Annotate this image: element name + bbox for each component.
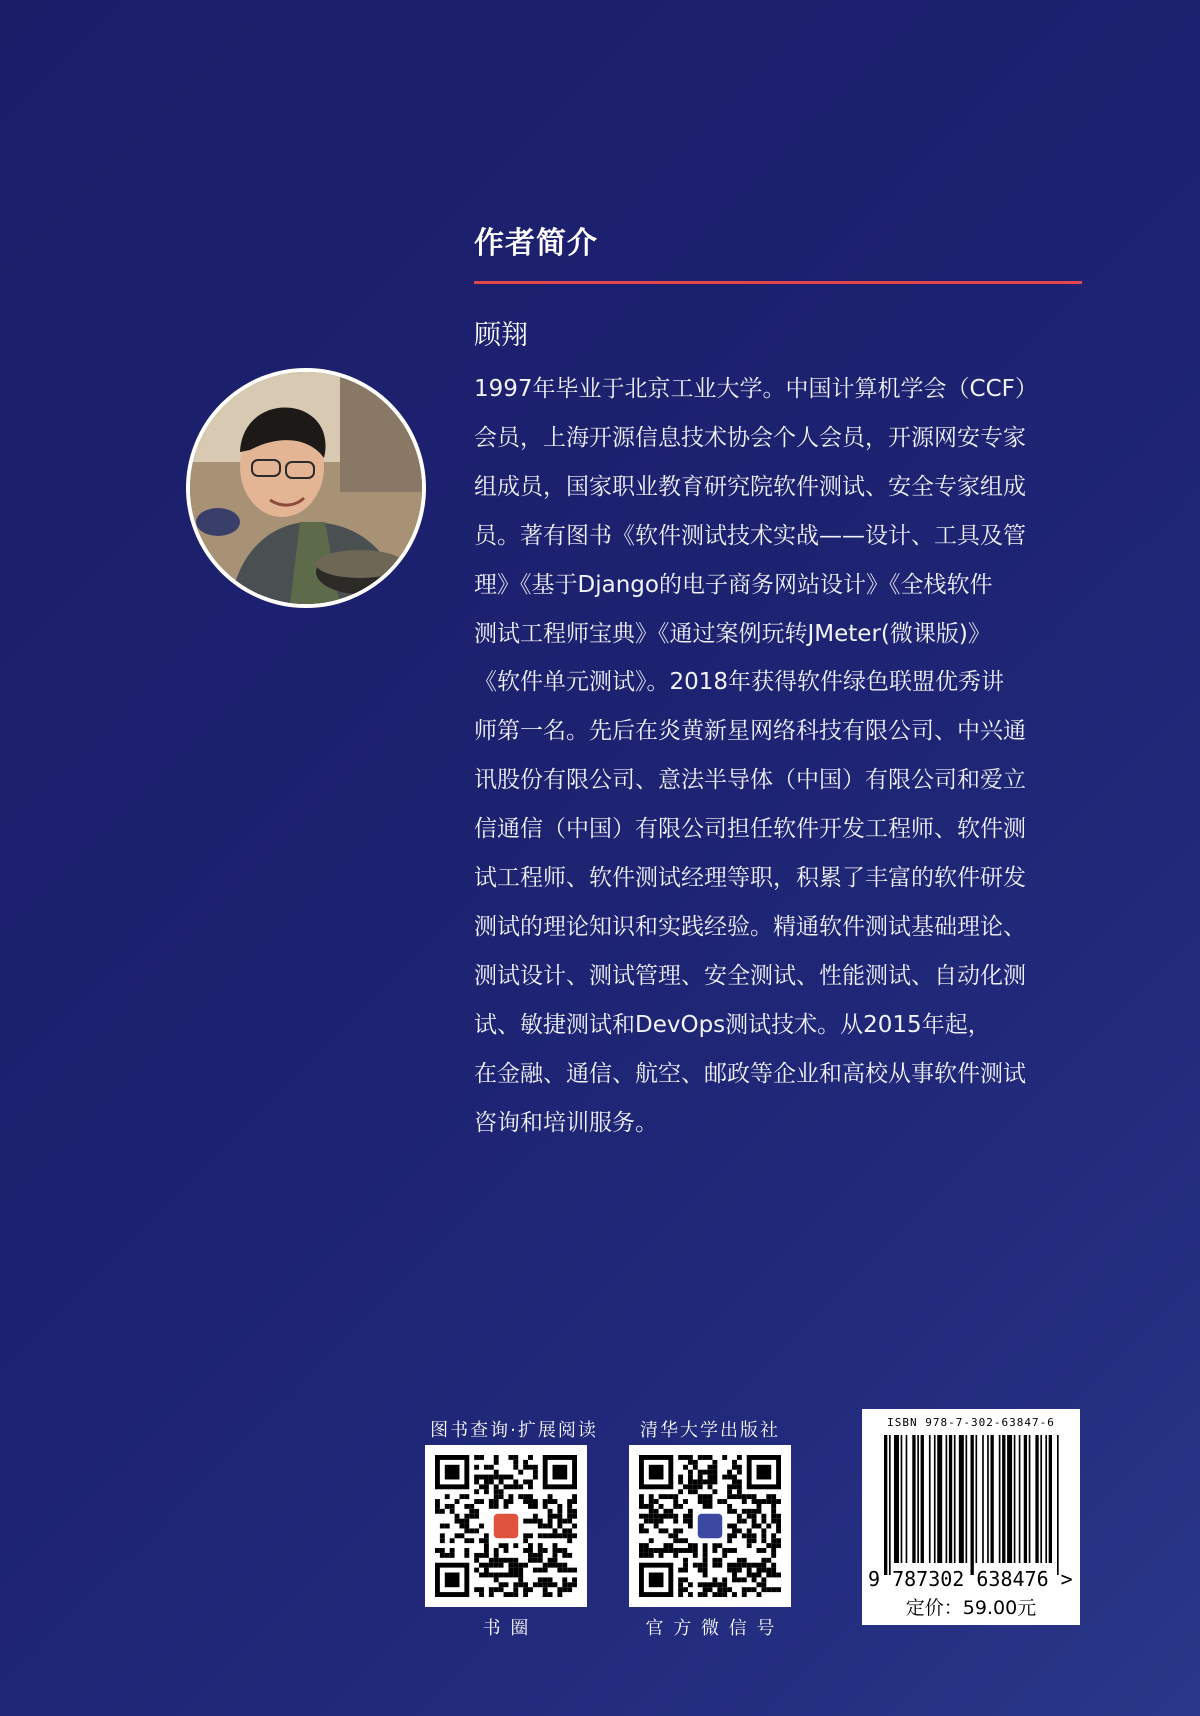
qr-label-official-wechat: 官 方 微 信 号 bbox=[645, 1618, 777, 1639]
bio-line: 测试工程师宝典》《通过案例玩转JMeter(微课版)》 bbox=[474, 620, 991, 647]
qr-label-shuquan: 书 圈 bbox=[482, 1618, 531, 1639]
qr-code-icon bbox=[639, 1455, 781, 1597]
author-portrait-image bbox=[190, 372, 422, 604]
author-photo bbox=[186, 368, 426, 608]
bio-line: 组成员，国家职业教育研究院软件测试、安全专家组成 bbox=[474, 473, 1026, 500]
isbn-digits: 9 787302 638476 > bbox=[868, 1567, 1073, 1591]
barcode-icon bbox=[884, 1435, 1062, 1575]
bio-line: 《软件单元测试》。2018年获得软件绿色联盟优秀讲 bbox=[474, 669, 1005, 696]
bio-line: 咨询和培训服务。 bbox=[474, 1109, 658, 1136]
qr-code-book-circle[interactable] bbox=[425, 1445, 587, 1607]
bio-line: 在金融、通信、航空、邮政等企业和高校从事软件测试 bbox=[474, 1060, 1026, 1087]
price-label: 定价：59.00元 bbox=[905, 1597, 1037, 1619]
qr-label-book-lookup: 图书查询·扩展阅读 bbox=[430, 1420, 598, 1441]
bio-line: 1997年毕业于北京工业大学。中国计算机学会（CCF） bbox=[474, 376, 1038, 402]
bio-line: 理》《基于Django的电子商务网站设计》《全栈软件 bbox=[474, 571, 993, 598]
bio-line: 试工程师、软件测试经理等职，积累了丰富的软件研发 bbox=[474, 865, 1026, 892]
author-name: 顾翔 bbox=[474, 320, 528, 351]
bio-line: 试、敏捷测试和DevOps测试技术。从2015年起， bbox=[474, 1011, 991, 1038]
bio-line: 测试设计、测试管理、安全测试、性能测试、自动化测 bbox=[474, 962, 1026, 989]
bio-line: 测试的理论知识和实践经验。精通软件测试基础理论、 bbox=[474, 913, 1026, 940]
section-divider bbox=[474, 281, 1082, 284]
qr-code-icon bbox=[435, 1455, 577, 1597]
author-bio bbox=[474, 365, 1084, 1148]
bio-line: 师第一名。先后在炎黄新星网络科技有限公司、中兴通 bbox=[474, 718, 1026, 745]
bio-line: 讯股份有限公司、意法半导体（中国）有限公司和爱立 bbox=[474, 767, 1026, 794]
section-title: 作者简介 bbox=[474, 226, 598, 261]
bio-line: 信通信（中国）有限公司担任软件开发工程师、软件测 bbox=[474, 816, 1026, 843]
isbn-barcode-panel bbox=[862, 1409, 1080, 1625]
qr-code-official-wechat[interactable] bbox=[629, 1445, 791, 1607]
bio-line: 员。著有图书《软件测试技术实战——设计、工具及管 bbox=[474, 522, 1026, 549]
bio-line: 会员，上海开源信息技术协会个人会员，开源网安专家 bbox=[474, 424, 1026, 451]
qr-label-publisher: 清华大学出版社 bbox=[640, 1420, 780, 1441]
isbn-text: ISBN 978-7-302-63847-6 bbox=[887, 1416, 1055, 1429]
